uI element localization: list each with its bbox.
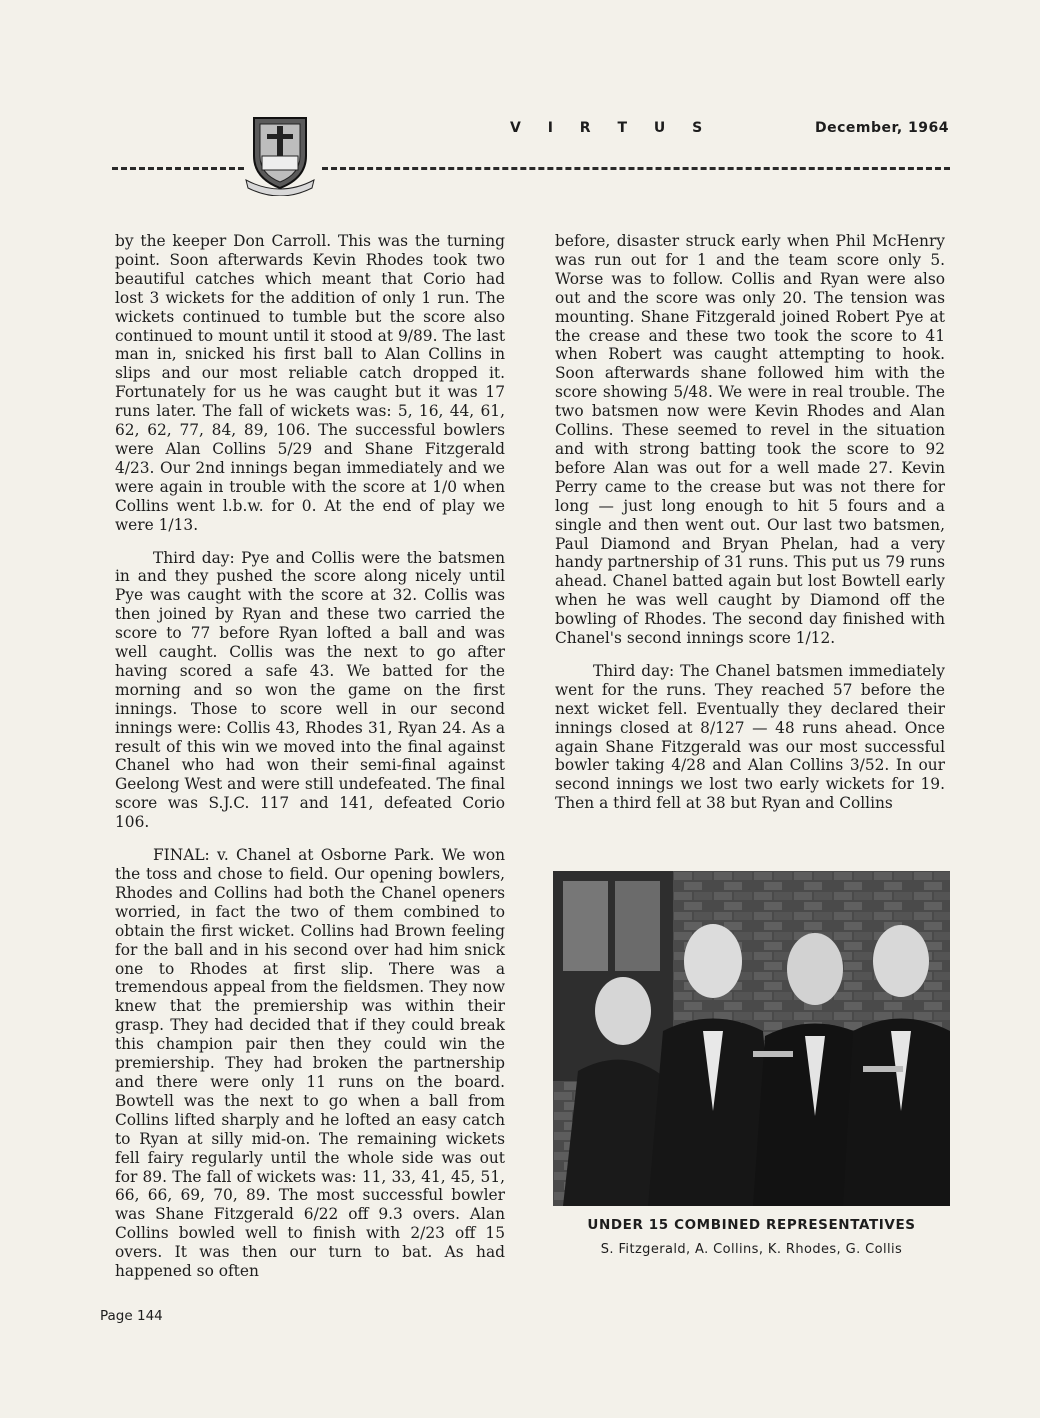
page-number: Page 144 [100, 1308, 163, 1324]
right-column [555, 232, 945, 827]
right-paragraph-1: before, disaster struck early when Phil McHenry was run out for 1 and the team score only 5. Worse was to follow. Collis and Ryan were also out and the score was only 20. The tension was mounting. Shane Fitzgerald joined Robert Pye at the crease and these two took the score to 41 when Robert was caught attempting to hook. Soon afterwards shane followed him with the score showing 5/48. We were in real trouble. The two batsmen now were Kevin Rhodes and Alan Collins. These seemed to revel in the situation and with strong batting took the score to 92 before Alan was out for a well made 27. Kevin Perry came to the crease but was not there for long — just long enough to hit 5 fours and a single and then went out. Our last two batsmen, Paul Diamond and Bryan Phelan, had a very handy partnership of 31 runs. This put us 79 runs ahead. Chanel batted again but lost Bowtell early when he was well caught by Diamond off the bowling of Rhodes. The second day finished with Chanel's second innings score 1/12. [555, 232, 945, 648]
left-paragraph-2: Third day: Pye and Collis were the batsmen in and they pushed the score along nicely until Pye was caught with the score at 32. Collis was then joined by Ryan and these two carried the score to 77 before Ryan lofted a ball and was well caught. Collis was the next to go after having scored a safe 43. We batted for the morning and so won the game on the first innings. Those to score well in our second innings were: Collis 43, Rhodes 31, Ryan 24. As a result of this win we moved into the final against Chanel who had won their semi-final against Geelong West and were still undefeated. The final score was S.J.C. 117 and 141, defeated Corio 106. [115, 548, 505, 832]
right-paragraph-2: Third day: The Chanel batsmen immediately went for the runs. They reached 57 before the next wicket fell. Eventually they declared their innings closed at 8/127 — 48 runs ahead. Once again Shane Fitzgerald was our most successful bowler taking 4/28 and Alan Collins 3/52. In our second innings we lost two early wickets for 19. Then a third fell at 38 but Ryan and Collins [555, 661, 945, 813]
left-paragraph-1: by the keeper Don Carroll. This was the turning point. Soon afterwards Kevin Rhodes took two beautiful catches which meant that Corio had lost 3 wickets for the addition of only 1 run. The wickets continued to tumble but the score also continued to mount until it stood at 9/89. The last man in, snicked his first ball to Alan Collins in slips and our most reliable catch dropped it. Fortunately for us he was caught but it was 17 runs later. The fall of wickets was: 5, 16, 44, 61, 62, 62, 77, 84, 89, 106. The successful bowlers were Alan Collins 5/29 and Shane Fitzgerald 4/23. Our 2nd innings began immediately and we were again in trouble with the score at 1/0 when Collins went l.b.w. for 0. At the end of play we were 1/13. [115, 232, 505, 534]
team-photo [553, 871, 950, 1206]
left-paragraph-3: FINAL: v. Chanel at Osborne Park. We won the toss and chose to field. Our opening bowlers, Rhodes and Collins had both the Chanel openers worried, in fact the two of them combined to obtain the first wicket. Collins had Brown feeling for the ball and in his second over had him snick one to Rhodes at first slip. There was a tremendous appeal from the fieldsmen. They now knew that the premiership was within their grasp. They had decided that if they could break this champion pair then they could win the premiership. They had broken the partnership and there were only 11 runs on the board. Bowtell was the next to go when a ball from Collins lifted sharply and he lofted an easy catch to Ryan at silly mid-on. The remaining wickets fell fairy regularly until the whole side was out for 89. The fall of wickets was: 11, 33, 41, 45, 51, 66, 66, 69, 70, 89. The most successful bowler was Shane Fitzgerald 6/22 off 9.3 overs. Alan Collins bowled well to finish with 2/23 off 15 overs. It was then our turn to bat. As had happened so often [115, 846, 505, 1281]
left-column [115, 232, 505, 1295]
issue-date: December, 1964 [815, 120, 950, 136]
photo-caption-names: S. Fitzgerald, A. Collins, K. Rhodes, G. Collis [600, 1242, 903, 1257]
team-photo-image [553, 871, 950, 1206]
school-crest-logo [240, 112, 320, 196]
header-rule-right [322, 167, 950, 170]
header-rule-left [112, 167, 244, 170]
publication-title: V I R T U S [510, 120, 714, 136]
photo-caption-title: UNDER 15 COMBINED REPRESENTATIVES [587, 1217, 916, 1233]
